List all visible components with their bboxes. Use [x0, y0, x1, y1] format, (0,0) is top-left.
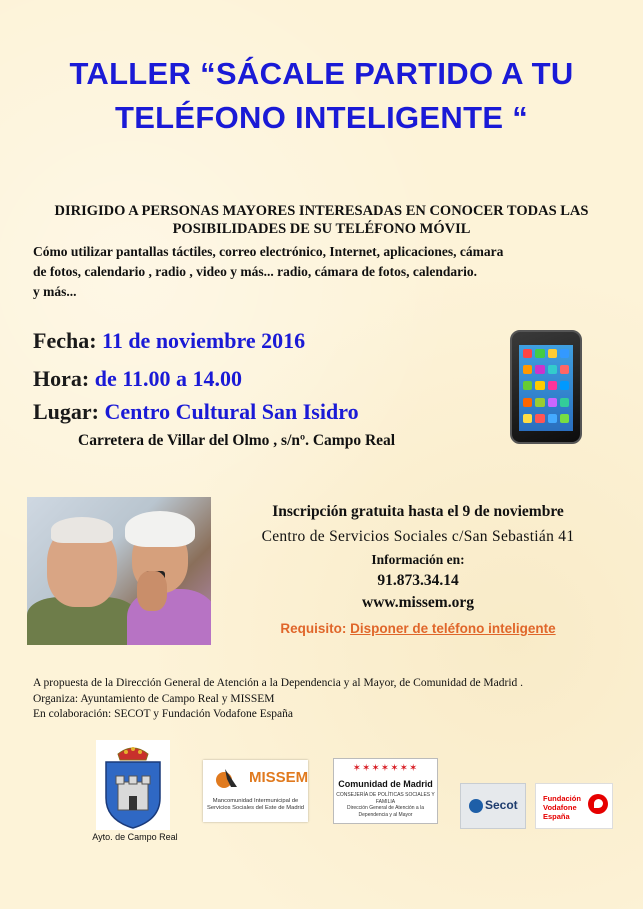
- vodafone-line-3: España: [543, 812, 570, 821]
- audience-line-1: DIRIGIDO A PERSONAS MAYORES INTERESADAS EN CONOCER TODAS LAS: [54, 203, 589, 219]
- registration-location: Centro de Servicios Sociales c/San Sebastián 41: [261, 528, 575, 545]
- smartphone-icon: [510, 330, 582, 444]
- madrid-stars-icon: ✶✶✶✶✶✶✶: [352, 763, 419, 774]
- secot-mark-icon: [469, 799, 483, 813]
- description-line-1: Cómo utilizar pantallas táctiles, correo electrónico, Internet, aplicaciones, cámara: [33, 244, 504, 259]
- missem-mark-icon: [215, 767, 243, 789]
- place-label: Lugar:: [33, 399, 99, 424]
- registration-info: [218, 502, 618, 613]
- website: www.missem.org: [362, 594, 474, 611]
- address: Carretera de Villar del Olmo , s/nº. Campo Real: [78, 432, 396, 449]
- requirement: [218, 621, 618, 636]
- description: [33, 242, 623, 302]
- poster-title: [0, 52, 643, 140]
- footer-credits: [33, 676, 623, 723]
- vodafone-text: [543, 794, 581, 821]
- audience-heading: [0, 202, 643, 238]
- place-value: Centro Cultural San Isidro: [104, 399, 359, 424]
- fundacion-vodafone-logo: [535, 783, 613, 829]
- footer-line-2: Organiza: Ayuntamiento de Campo Real y MISSEM: [33, 692, 275, 705]
- vodafone-speechmark-icon: [588, 794, 608, 814]
- place-row: [33, 399, 359, 425]
- date-label: Fecha:: [33, 328, 97, 353]
- title-line-2: TELÉFONO INTELIGENTE “: [114, 100, 529, 135]
- registration-deadline: Inscripción gratuita hasta el 9 de noviembre: [272, 503, 564, 520]
- ayto-caption: Ayto. de Campo Real: [92, 832, 178, 842]
- phone-number: 91.873.34.14: [377, 572, 459, 589]
- vodafone-line-1: Fundación: [543, 794, 581, 803]
- description-line-3: y más...: [33, 284, 77, 299]
- date-row: [33, 328, 305, 354]
- cam-subtitle-2: Dirección General de Atención a la Dependencia y al Mayor: [347, 805, 424, 818]
- audience-line-2: POSIBILIDADES DE SU TELÉFONO MÓVIL: [172, 221, 471, 237]
- missem-subtitle: Mancomunidad Intermunicipal de Servicios Sociales del Este de Madrid: [207, 798, 304, 811]
- footer-line-3: En colaboración: SECOT y Fundación Vodafone España: [33, 708, 293, 720]
- secot-logo: [460, 783, 526, 829]
- vodafone-line-2: Vodafone: [543, 803, 577, 812]
- footer-line-1: A propuesta de la Dirección General de Atención a la Dependencia y al Mayor, de Comunidad de Madrid .: [33, 677, 524, 689]
- time-row: [33, 366, 242, 392]
- cam-name: Comunidad de Madrid: [338, 779, 433, 789]
- comunidad-madrid-logo: [333, 758, 438, 824]
- cam-subtitle-1: CONSEJERÍA DE POLÍTICAS SOCIALES Y FAMILIA: [336, 792, 435, 805]
- time-label: Hora:: [33, 366, 90, 391]
- cam-subtitle: [336, 792, 435, 818]
- info-label: Información en:: [371, 552, 465, 567]
- time-value: de 11.00 a 14.00: [94, 366, 242, 391]
- secot-name: Secot: [485, 798, 518, 812]
- seniors-photo: [27, 497, 211, 645]
- requirement-value: Disponer de teléfono inteligente: [350, 621, 556, 636]
- campo-real-coat-of-arms-icon: [96, 740, 170, 830]
- description-line-2: de fotos, calendario , radio , video y más... radio, cámara de fotos, calendario.: [33, 264, 477, 279]
- date-value: 11 de noviembre 2016: [102, 328, 306, 353]
- requirement-label: Requisito:: [280, 621, 347, 636]
- title-line-1: TALLER “SÁCALE PARTIDO A TU: [69, 56, 574, 91]
- missem-name: MISSEM: [249, 769, 309, 786]
- missem-logo: [203, 760, 308, 822]
